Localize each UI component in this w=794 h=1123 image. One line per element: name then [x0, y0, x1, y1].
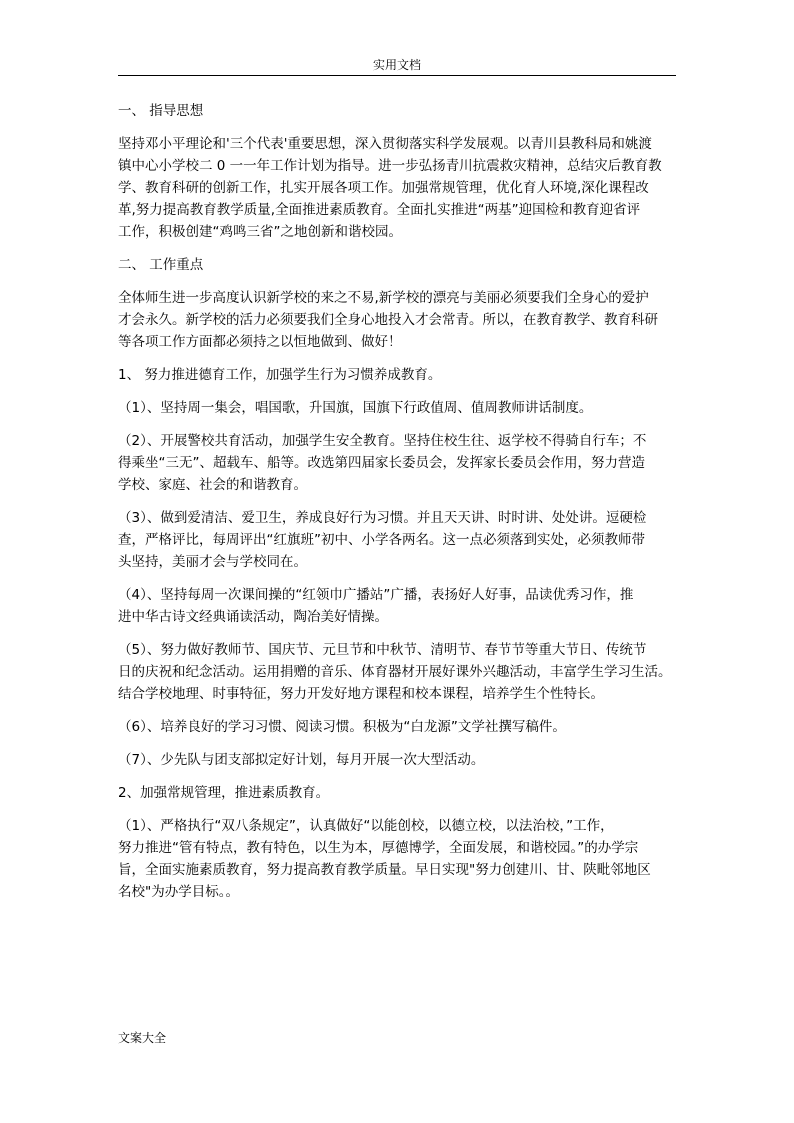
text-line: 二、 工作重点: [118, 257, 204, 273]
paragraph: [118, 254, 678, 276]
paragraph: [118, 716, 678, 738]
text-line: （1）、坚持周一集会，唱国歌，升国旗，国旗下行政值周、值周教师讲话制度。: [118, 400, 593, 416]
text-line: 学校、家庭、社会的和谐教育。: [118, 477, 307, 493]
text-line: （5）、努力做好教师节、国庆节、元旦节和中秋节、清明节、春节节等重大节日、传统节: [118, 642, 647, 658]
paragraph: [118, 100, 678, 122]
paragraph: [118, 749, 678, 771]
text-line: 革,努力提高教育教学质量,全面推进素质教育。全面扎实推进“两基”迎国检和教育迎省评: [118, 202, 641, 218]
text-line: （4）、坚持每周一次课间操的“红领巾广播站”广播，表扬好人好事，品读优秀习作，推: [118, 587, 634, 603]
text-line: （7）、少先队与团支部拟定好计划，每月开展一次大型活动。: [118, 752, 485, 768]
header-title: 实用文档: [372, 58, 421, 72]
text-line: 查，严格评比，每周评出“红旗班”初中、小学各两名。这一点必须落到实处，必须教师带: [118, 532, 645, 548]
text-line: 头坚持，美丽才会与学校同在。: [118, 554, 307, 570]
paragraph: [118, 639, 678, 705]
text-line: 才会永久。新学校的活力必须要我们全身心地投入才会常青。所以，在教育教学、教育科研: [118, 312, 658, 328]
paragraph: [118, 397, 678, 419]
text-line: 坚持邓小平理论和'三个代表'重要思想，深入贯彻落实科学发展观。以青川县教科局和姚渡: [118, 136, 652, 152]
text-line: 全体师生进一步高度认识新学校的来之不易,新学校的漂亮与美丽必须要我们全身心的爱护: [118, 290, 649, 306]
text-line: 等各项工作方面都必须持之以恒地做到、做好！: [118, 334, 402, 350]
paragraph: [118, 584, 678, 628]
text-line: 镇中心小学校二 0 一一年工作计划为指导。进一步弘扬青川抗震救灾精神，总结灾后教育教: [118, 158, 662, 174]
text-line: 日的庆祝和纪念活动。运用捐赠的音乐、体育器材开展好课外兴趣活动，丰富学生学习生活。: [118, 664, 672, 680]
paragraph: [118, 815, 678, 903]
paragraph: [118, 364, 678, 386]
paragraph: [118, 133, 678, 243]
text-line: 旨，全面实施素质教育，努力提高教育教学质量。早日实现"努力创建川、甘、陕毗邻地区: [118, 862, 651, 878]
page-header: [118, 55, 676, 76]
text-line: 学、教育科研的创新工作，扎实开展各项工作。加强常规管理，优化育人环境,深化课程改: [118, 180, 649, 196]
text-line: （2）、开展警校共育活动，加强学生安全教育。坚持住校生往、返学校不得骑自行车；不: [118, 433, 647, 449]
footer-text: 文案大全: [118, 1031, 167, 1045]
text-line: （3）、做到爱清洁、爱卫生，养成良好行为习惯。并且天天讲、时时讲、处处讲。逗硬检: [118, 510, 647, 526]
text-line: 一、 指导思想: [118, 103, 204, 119]
text-line: 得乘坐“三无”、超载车、船等。改选第四届家长委员会，发挥家长委员会作用，努力营造: [118, 455, 645, 471]
text-line: 1、 努力推进德育工作，加强学生行为习惯养成教育。: [118, 367, 442, 383]
paragraph: [118, 507, 678, 573]
text-line: 工作，积极创建“鸡鸣三省”之地创新和谐校园。: [118, 224, 402, 240]
document-body: [118, 100, 678, 914]
paragraph: [118, 430, 678, 496]
text-line: 2、加强常规管理，推进素质教育。: [118, 785, 330, 801]
text-line: 进中华古诗文经典诵读活动，陶冶美好情操。: [118, 609, 388, 625]
page-footer: [118, 1030, 166, 1046]
paragraph: [118, 782, 678, 804]
text-line: 努力推进“管有特点，教有特色，以生为本，厚德博学，全面发展，和谐校园。”的办学宗: [118, 840, 639, 856]
text-line: （6）、培养良好的学习习惯、阅读习惯。积极为“白龙源”文学社撰写稿件。: [118, 719, 566, 735]
text-line: 名校"为办学目标。。: [118, 884, 239, 900]
text-line: （1）、严格执行“双八条规定”，认真做好“以能创校，以德立校，以法治校，”工作，: [118, 818, 614, 834]
text-line: 结合学校地理、时事特征，努力开发好地方课程和校本课程，培养学生个性特长。: [118, 686, 604, 702]
paragraph: [118, 287, 678, 353]
